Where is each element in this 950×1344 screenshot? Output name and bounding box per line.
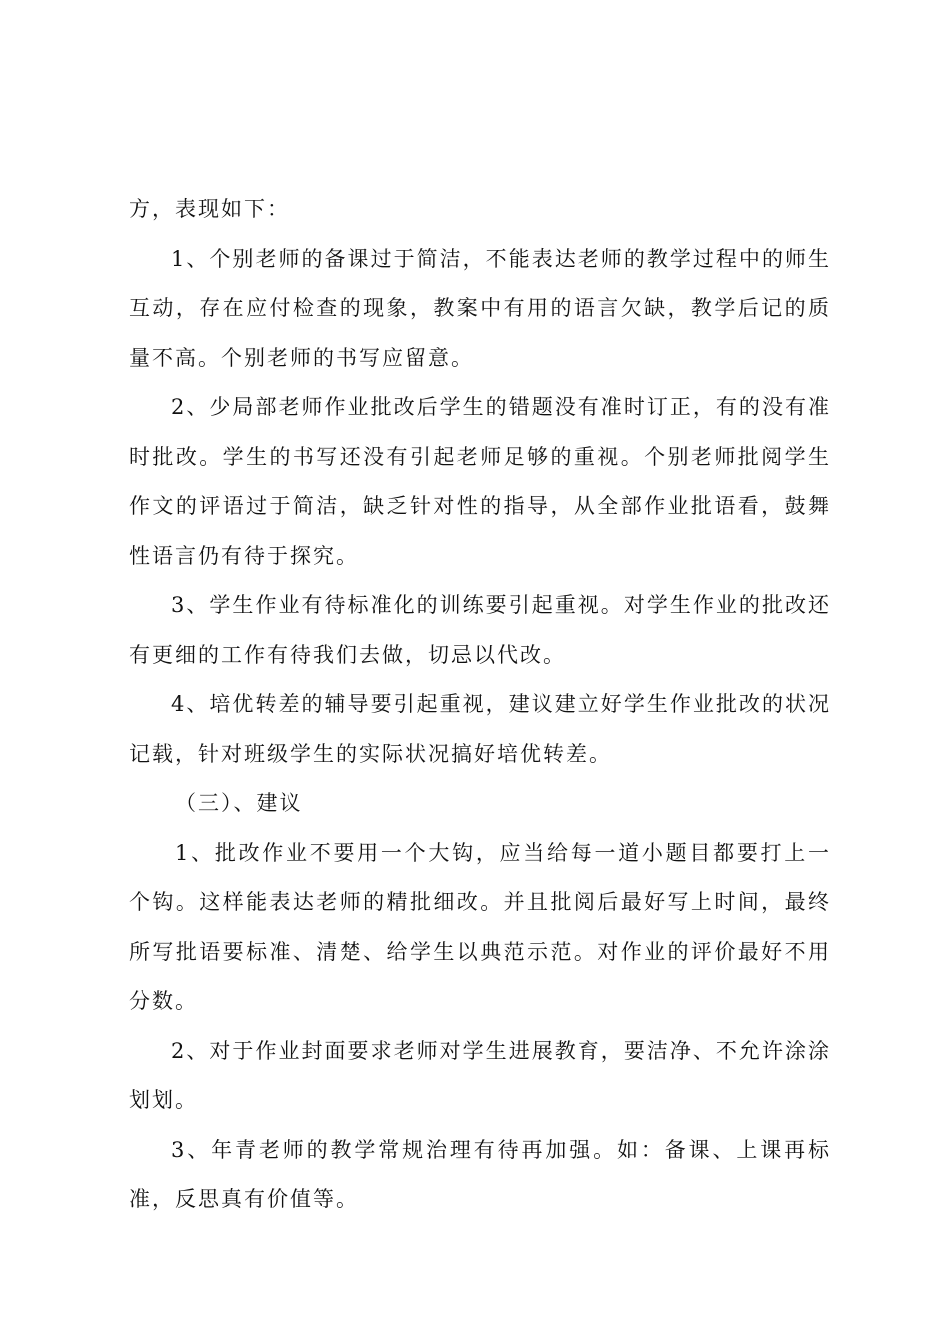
suggestion-item-2: 2、对于作业封面要求老师对学生进展教育，要洁净、不允许涂涂划划。 <box>129 1038 831 1112</box>
paragraph-item-3: 3、学生作业有待标准化的训练要引起重视。对学生作业的批改还有更细的工作有待我们去做，切忌以代改。 <box>129 593 831 667</box>
paragraph-item-4: 4、培优转差的辅导要引起重视，建议建立好学生作业批改的状况记载，针对班级学生的实际状况搞好培优转差。 <box>129 692 831 766</box>
document-body <box>129 185 831 1225</box>
paragraph-item-2: 2、少局部老师作业批改后学生的错题没有准时订正，有的没有准时批改。学生的书写还没有引起老师足够的重视。个别老师批阅学生作文的评语过于简洁，缺乏针对性的指导，从全部作业批语看，鼓舞性语言仍有待于探究。 <box>129 395 831 568</box>
section-heading-suggestions: （三）、建议 <box>175 791 303 815</box>
paragraph-continuation: 方，表现如下： <box>129 197 290 221</box>
suggestion-item-1: 1、批改作业不要用一个大钩，应当给每一道小题目都要打上一个钩。这样能表达老师的精批细改。并且批阅后最好写上时间，最终所写批语要标准、清楚、给学生以典范示范。对作业的评价最好不用分数。 <box>129 840 831 1013</box>
paragraph-item-1: 1、个别老师的备课过于简洁，不能表达老师的教学过程中的师生互动，存在应付检查的现象，教案中有用的语言欠缺，教学后记的质量不高。个别老师的书写应留意。 <box>129 246 831 370</box>
suggestion-item-3: 3、年青老师的教学常规治理有待再加强。如：备课、上课再标准，反思真有价值等。 <box>129 1137 831 1211</box>
